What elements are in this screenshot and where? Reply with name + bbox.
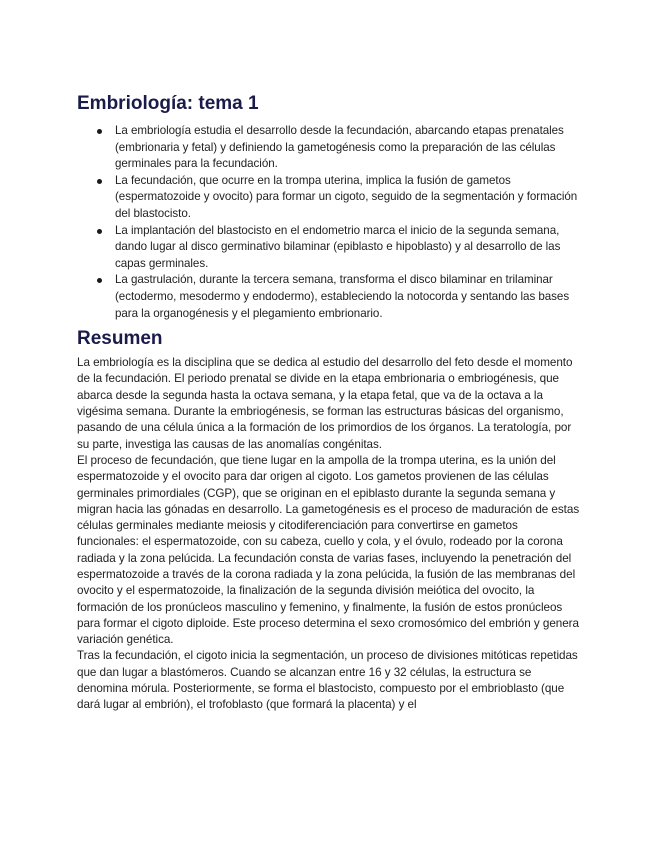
key-points-list: [77, 123, 582, 322]
list-item: La embriología estudia el desarrollo desde la fecundación, abarcando etapas prenatales (embrionaria y fetal) y definiendo la gametogénesis como la preparación de las células germinales para la fecundación.: [115, 123, 582, 173]
summary-paragraph: El proceso de fecundación, que tiene lugar en la ampolla de la trompa uterina, es la unión del espermatozoide y el ovocito para dar origen al cigoto. Los gametos provienen de las células germinales primordiales (CGP), que se originan en el epiblasto durante la segunda semana y migran hacia las gónadas en desarrollo. La gametogénesis es el proceso de maduración de estas células germinales mediante meiosis y citodiferenciación para convertirse en gametos funcionales: el espermatozoide, con su cabeza, cuello y cola, y el óvulo, rodeado por la corona radiada y la zona pelúcida. La fecundación consta de varias fases, incluyendo la penetración del espermatozoide a través de la corona radiada y la zona pelúcida, la fusión de las membranas del ovocito y el espermatozoide, la finalización de la segunda división meiótica del ovocito, la formación de los pronúcleos masculino y femenino, y finalmente, la fusión de estos pronúcleos para formar el cigoto diploide. Este proceso determina el sexo cromosómico del embrión y genera variación genética.: [77, 453, 580, 647]
summary-heading: Resumen: [77, 328, 163, 350]
summary-paragraph: Tras la fecundación, el cigoto inicia la segmentación, un proceso de divisiones mitóticas repetidas que dan lugar a blastómeros. Cuando se alcanzan entre 16 y 32 células, la estructura se denomina mórula. Posteriormente, se forma el blastocisto, compuesto por el embrioblasto (que dará lugar al embrión), el trofoblasto (que formará la placenta) y el: [77, 649, 578, 712]
list-item: La gastrulación, durante la tercera semana, transforma el disco bilaminar en trilaminar (ectodermo, mesodermo y endodermo), estableciendo la notocorda y sentando las bases para la organogénesis y el plegamiento embrionario.: [115, 272, 582, 322]
document-page: [77, 92, 582, 714]
list-item: La implantación del blastocisto en el endometrio marca el inicio de la segunda semana, dando lugar al disco germinativo bilaminar (epiblasto e hipoblasto) y al desarrollo de las capas germinales.: [115, 223, 582, 273]
document-title: Embriología: tema 1: [77, 93, 259, 114]
summary-paragraph: La embriología es la disciplina que se dedica al estudio del desarrollo del feto desde el momento de la fecundación. El periodo prenatal se divide en la etapa embrionaria o embriogénesis, que abarca desde la segunda hasta la octava semana, y la etapa fetal, que va de la octava a la vigésima semana. Durante la embriogénesis, se forman las estructuras básicas del organismo, pasando de una célula única a la formación de los primordios de los órganos. La teratología, por su parte, investiga las causas de las anomalías congénitas.: [77, 356, 573, 451]
list-item: La fecundación, que ocurre en la trompa uterina, implica la fusión de gametos (espermatozoide y ovocito) para formar un cigoto, seguido de la segmentación y formación del blastocisto.: [115, 173, 582, 223]
